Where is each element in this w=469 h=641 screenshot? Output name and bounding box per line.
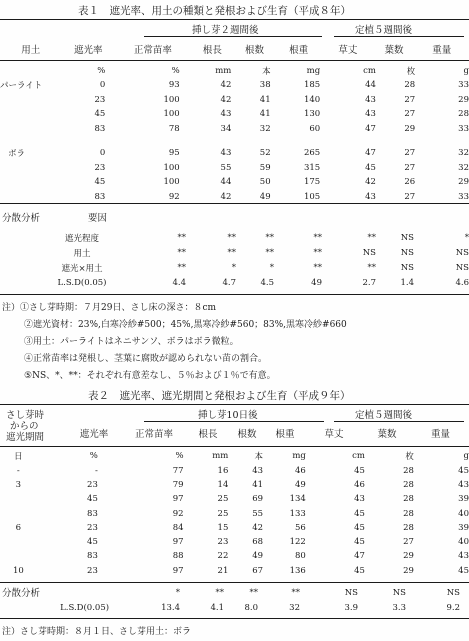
table-row: 83 88 22 49 80 47 29 43 [87,551,469,562]
t2-unit-shading: % [89,451,98,462]
table1-body [0,64,469,204]
header-normal-rate: 正常苗率 [133,45,172,56]
table-row: - - 77 16 43 46 45 28 45 [16,465,469,476]
t2-unit-length: mm [212,451,229,462]
table-row: 10 23 97 21 67 136 45 29 45 [12,565,469,576]
t2-unit-normal: % [175,451,184,462]
anova-row: 遮光程度 ** ** ** ** ** NS * [64,232,469,244]
table2-group-rule-left [144,421,324,422]
unit-leaves: 枚 [406,67,416,77]
table-row: 83 78 34 32 60 47 29 33 [94,123,469,134]
t2-unit-weight: g [463,451,469,462]
table2-header-rule [0,446,469,447]
table2-anova-label: 分散分析 [2,588,41,599]
table-row: ボラ 0 95 43 52 265 47 27 32 [8,148,469,160]
table1-anova-factor-label: 要因 [88,213,108,224]
header-soil: 用土 [21,45,41,56]
table-row: 6 23 84 15 42 56 45 28 39 [15,522,469,533]
table1-bottom-rule [0,294,469,295]
table-row: 23 100 55 59 315 45 27 32 [94,162,469,173]
t2-unit-leaves: 枚 [405,452,414,463]
unit-shading: % [97,66,106,76]
table-row: 45 100 43 41 130 43 27 28 [94,109,469,120]
table1-note-2: ②遮光資材：23%,白寒冷紗#500；45%,黒寒冷紗#560；83%,黒寒冷紗#660 [24,320,347,330]
header-weight: 重量 [432,45,452,56]
table1-note-4: ④正常苗率は発根し、茎葉に腐敗が認められない苗の割合。 [24,354,268,364]
table1-group-rule-right [334,36,464,37]
table1-header-rule [0,60,469,61]
table2-group-rule-right [334,421,464,422]
t2-header-leaf-count: 葉数 [377,429,397,440]
table1-note-3: ③用土：パーライトはネニサンソ、ボラはボラ微粒。 [24,337,239,347]
header-leaf-count: 葉数 [384,45,404,56]
table2-body [0,449,469,578]
anova-row: 遮光×用土 ** * * ** ** NS NS [61,262,469,274]
table2-body-rule [0,582,469,583]
unit-normal: % [171,66,180,76]
table-row: 3 23 79 14 41 49 46 28 43 [15,479,469,490]
unit-count: 本 [262,67,271,77]
t2-unit-count: 本 [254,452,264,463]
anova-row-lsd: L.S.D(0.05) 4.4 4.7 4.5 49 2.7 1.4 4.6 [57,277,469,288]
anova-row-lsd: L.S.D(0.05) 13.4 4.1 8.0 32 3.9 3.3 9.2 [0,600,469,616]
table2-period-header-3: 遮光期間 [6,432,45,443]
t2-header-plant-height: 草丈 [324,429,344,440]
table-row: パーライト 0 93 42 38 185 44 28 33 [0,80,469,92]
table1-note-5: ⑤NS、*、**：それぞれ有意差なし、５％および１％で有意。 [24,371,276,381]
table-row: 45 97 23 68 122 45 27 40 [87,537,469,548]
table1-body-rule [0,203,469,204]
table2-group-header-planting: 定植５週間後 [355,410,413,421]
t2-header-weight: 重量 [430,429,450,440]
header-root-weight: 根重 [289,45,309,56]
t2-unit-rootweight: mg [292,451,306,462]
unit-height: cm [363,66,376,76]
table2-top-rule [0,404,469,405]
table-row [0,449,469,464]
header-root-length: 根長 [202,45,222,56]
t2-lsd-normal: L.S.D(0.05) 13.4 [60,603,180,613]
table2-period-header-1: さし芽時 [6,410,45,421]
header-root-count: 根数 [244,45,264,56]
header-plant-height: 草丈 [338,45,358,56]
table2-title: 表２ 遮光率、遮光期間と発根および生育（平成９年） [88,390,351,402]
t2-header-root-weight: 根重 [275,429,295,440]
t2-header-shading-rate: 遮光率 [79,429,109,440]
table1-group-header-propagation: 挿し芽２週間後 [192,25,259,36]
table1-group-rule-left [144,36,322,37]
table2-period-header-2: からの [10,421,39,432]
table-row: 83 92 25 55 133 45 28 40 [87,508,469,519]
table1-top-rule [0,19,469,20]
table-row [0,64,469,78]
unit-weight: g [463,66,469,76]
table2-anova [0,586,469,616]
table2-group-header-propagation: 挿し芽10日後 [198,410,258,421]
t2-header-normal-rate: 正常苗率 [134,429,173,440]
table-row: 45 97 25 69 134 43 28 39 [87,494,469,505]
unit-rootweight: mg [306,66,321,76]
t2-unit-day: 日 [14,452,23,463]
anova-row: 用土 ** ** ** ** NS NS NS [73,247,469,259]
table1-header [0,40,469,58]
table1-note-1: 注）①さし芽時期：７月29日、さし床の深さ：８cm [2,303,217,313]
table1-title: 表１ 遮光率、用土の種類と発根および生育（平成８年） [78,5,351,17]
table-row: 83 92 42 49 105 43 27 33 [94,191,469,202]
table2-bottom-rule [0,618,469,619]
table2-note: 注）さし芽時期：８月１日、さし芽用土：ボラ [2,627,192,637]
t2-unit-height: cm [352,451,365,462]
t2-header-root-count: 根数 [237,429,257,440]
header-shading-rate: 遮光率 [73,45,103,56]
table1-anova-label: 分散分析 [2,213,41,224]
table1-anova [0,230,469,290]
table2-header [66,424,469,442]
table-row: 45 100 44 50 175 42 26 29 [94,177,469,188]
t2-header-root-length: 根長 [198,429,218,440]
table-row: 23 100 42 41 140 43 27 29 [94,94,469,105]
anova-row: * ** ** ** NS NS NS [175,588,460,598]
unit-length: mm [215,66,232,76]
table1-group-header-planting: 定植５週間後 [355,25,413,36]
